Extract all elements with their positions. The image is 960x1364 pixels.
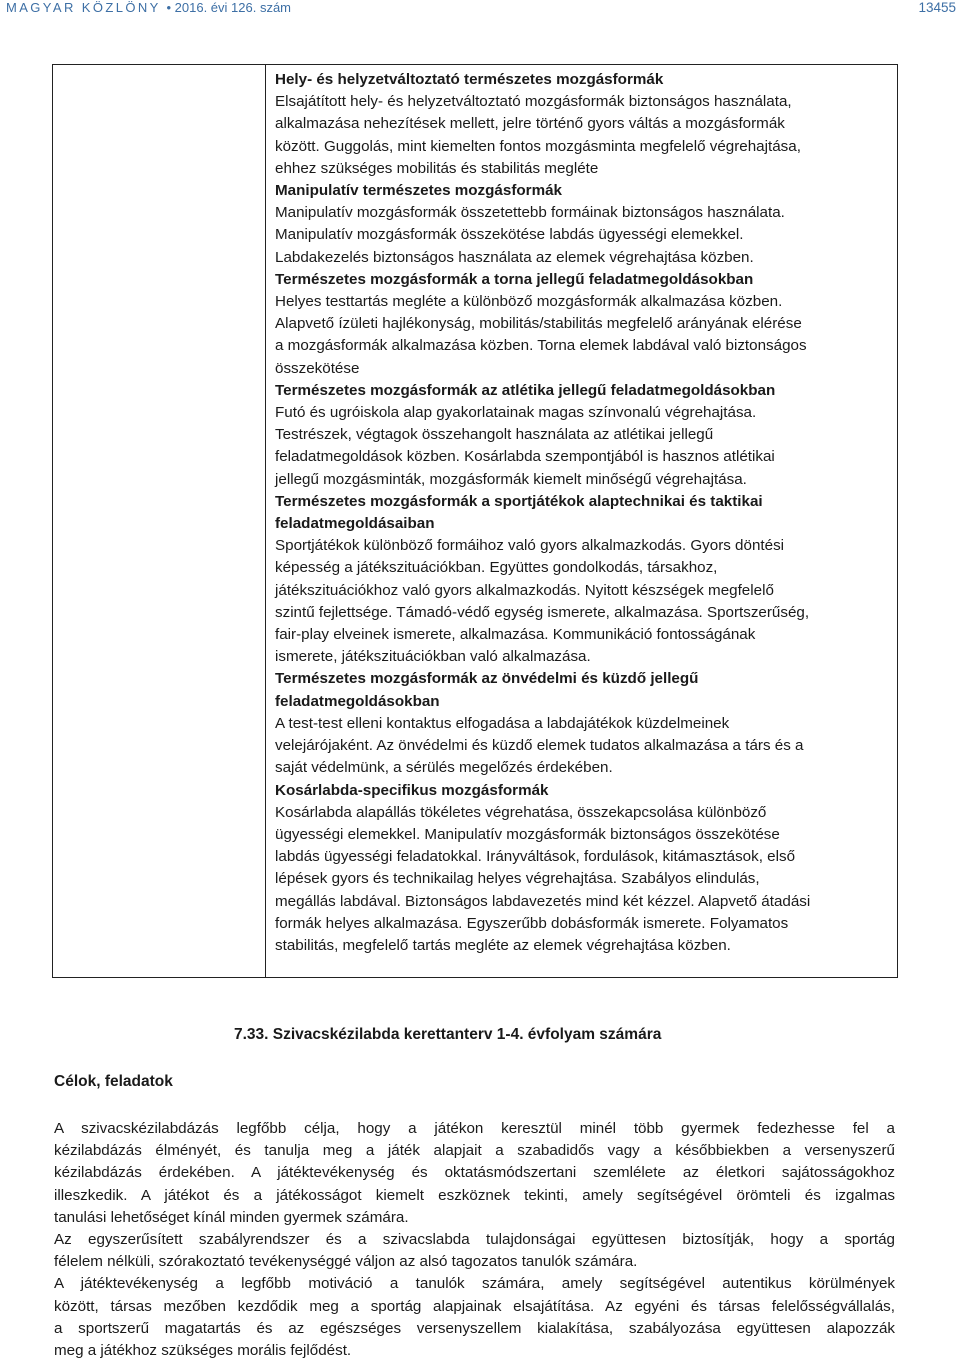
cell-line: Elsajátított hely- és helyzetváltoztató mozgásformák biztonságos használata, xyxy=(275,93,792,111)
cell-line: Sportjátékok különböző formáihoz való gyors alkalmazkodás. Gyors döntési xyxy=(275,537,785,555)
cell-line: velejárójaként. Az önvédelmi és küzdő elemek tudatos alkalmazása a társ és a xyxy=(275,737,804,755)
journal-title xyxy=(6,0,291,15)
cell-line: Testrészek, végtagok összehangolt használata az atlétikai jellegű xyxy=(275,426,714,444)
cell-heading: Hely- és helyzetváltoztató természetes mozgásformák xyxy=(275,71,664,88)
cell-heading: Kosárlabda-specifikus mozgásformák xyxy=(275,781,549,799)
section-title: 7.33. Szivacskézilabda kerettanterv 1-4. évfolyam számára xyxy=(234,1026,662,1043)
body-text xyxy=(54,1118,895,1362)
cell-heading: feladatmegoldásaiban xyxy=(275,515,435,533)
cell-line: szintű fejlettsége. Támadó-védő egység ismerete, alkalmazása. Sportszerűség, xyxy=(275,603,810,621)
cell-line: Labdakezelés biztonságos használata az elemek végrehajtása közben. xyxy=(275,248,754,266)
page-header xyxy=(0,0,960,22)
paragraph-line: kézilabdázás érdekében. A játéktevékenység és oktatásmódszertani szemlélete az életkori sajátosságokhoz xyxy=(54,1164,895,1182)
paragraph-line: kézilabdázás élményét, és tanulja meg a játék alapjait a szabadidős vagy a későbbiekben a versenyszerű xyxy=(54,1142,895,1160)
cell-line: Manipulatív mozgásformák összetettebb formáinak biztonságos használata. xyxy=(275,204,785,222)
side-label: Célok, feladatok xyxy=(54,1073,173,1090)
paragraph-line: félelem nélküli, szórakoztató tevékenységgé váljon az alsó tagozatos tanulók számára. xyxy=(54,1253,638,1271)
cell-line: megállás labdával. Biztonságos labdavezetés mind két kézzel. Alapvető átadási xyxy=(275,892,811,910)
cell-line: stabilitás, megfelelő tartás megléte az elemek végrehajtása közben. xyxy=(275,936,731,954)
cell-heading: feladatmegoldásokban xyxy=(275,692,440,710)
cell-line: Helyes testtartás megléte a különböző mozgásformák alkalmazása közben. xyxy=(275,293,783,311)
cell-heading: Természetes mozgásformák a sportjátékok alaptechnikai és taktikai xyxy=(275,492,763,510)
cell-line: ehhez szükséges mobilitás és stabilitás megléte xyxy=(275,159,599,177)
cell-line: A test-test elleni kontaktus elfogadása a labdajátékok küzdelmeinek xyxy=(275,714,730,732)
paragraph-line: a sportszerű magatartás és az egészséges versenyszellem kialakítása, szabályozása együttesen alapozzák xyxy=(54,1319,895,1337)
cell-heading: Természetes mozgásformák a torna jellegű feladatmegoldásokban xyxy=(275,270,754,288)
journal-name: MAGYAR KÖZLÖNY xyxy=(6,0,161,15)
cell-line: között. Guggolás, mint kiemelten fontos mozgásminta megfelelő végrehajtása, xyxy=(275,137,801,155)
cell-heading: Természetes mozgásformák az önvédelmi és küzdő jellegű xyxy=(275,670,699,688)
table-cell-content xyxy=(275,69,887,957)
column-divider xyxy=(265,65,266,977)
paragraph-line: Az egyszerűsített szabályrendszer és a szivacslabda tulajdonságai együttesen biztosítják, hogy a sportág xyxy=(54,1231,895,1249)
cell-heading: Manipulatív természetes mozgásformák xyxy=(275,182,562,200)
cell-line: lépések gyors és technikailag helyes végrehajtása. Szabályos elindulás, xyxy=(275,870,760,888)
cell-line: játékszituációkhoz való gyors alkalmazkodás. Nyitott készségek megfelelő xyxy=(275,581,774,599)
cell-line: összekötése xyxy=(275,359,360,377)
paragraph-line: meg a játékhoz szükséges morális fejlődést. xyxy=(54,1342,352,1360)
cell-line: formák helyes alkalmazása. Egyszerűbb dobásformák ismerete. Folyamatos xyxy=(275,914,789,932)
cell-line: labdás ügyességi feladatokkal. Irányváltások, fordulások, kitámasztások, első xyxy=(275,848,796,866)
cell-line: Manipulatív mozgásformák összekötése labdás ügyességi elemekkel. xyxy=(275,226,744,244)
cell-line: Alapvető ízületi hajlékonyság, mobilitás/stabilitás megfelelő arányának elérése xyxy=(275,315,802,333)
paragraph-line: A játéktevékenység a legfőbb motiváció a tanulók számára, amely segítségével autentikus körülmények xyxy=(54,1275,895,1293)
paragraph-line: között, társas mezőben kezdődik meg a sportág alapjainak elsajátítása. Az egyéni és társas felelősségvállalás, xyxy=(54,1297,895,1315)
cell-line: ügyességi elemekkel. Manipulatív mozgásformák biztonságos összekötése xyxy=(275,825,780,843)
paragraph-line: illeszkedik. A játékot és a játékosságot kiemelt eszköznek tekinti, amely segítségével örömteli és izgalmas xyxy=(54,1186,895,1204)
cell-line: feladatmegoldások közben. Kosárlabda szempontjából is hasznos atlétikai xyxy=(275,448,775,466)
issue-info: • 2016. évi 126. szám xyxy=(166,0,292,15)
cell-line: a mozgásformák alkalmazása közben. Torna elemek labdával való biztonságos xyxy=(275,337,807,355)
cell-line: képesség a játékszituációkban. Együttes gondolkodás, társakhoz, xyxy=(275,559,718,577)
paragraph-line: tanulási lehetőséget kínál minden gyermek számára. xyxy=(54,1208,409,1226)
paragraph-line: A szivacskézilabdázás legfőbb célja, hogy a játékon keresztül minél több gyermek fedezhesse fel a xyxy=(54,1120,895,1137)
cell-line: Futó és ugróiskola alap gyakorlatainak magas színvonalú végrehajtása. xyxy=(275,404,757,422)
cell-line: ismerete, játékszituációkban való alkalmazása. xyxy=(275,648,591,666)
cell-heading: Természetes mozgásformák az atlétika jellegű feladatmegoldásokban xyxy=(275,381,776,399)
cell-line: Kosárlabda alapállás tökéletes végrehatása, összekapcsolása különböző xyxy=(275,803,767,821)
page-number: 13455 xyxy=(918,0,956,15)
cell-line: fair-play elveinek ismerete, alkalmazása. Kommunikáció fontosságának xyxy=(275,626,756,644)
content-table xyxy=(52,64,898,978)
cell-line: jellegű mozgásminták, mozgásformák kiemelt minőségű végrehajtása. xyxy=(275,470,747,488)
cell-line: saját védelmünk, a sérülés megelőzés érdekében. xyxy=(275,759,613,777)
cell-line: alkalmazása nehezítések mellett, jelre történő gyors váltás a mozgásformák xyxy=(275,115,785,133)
